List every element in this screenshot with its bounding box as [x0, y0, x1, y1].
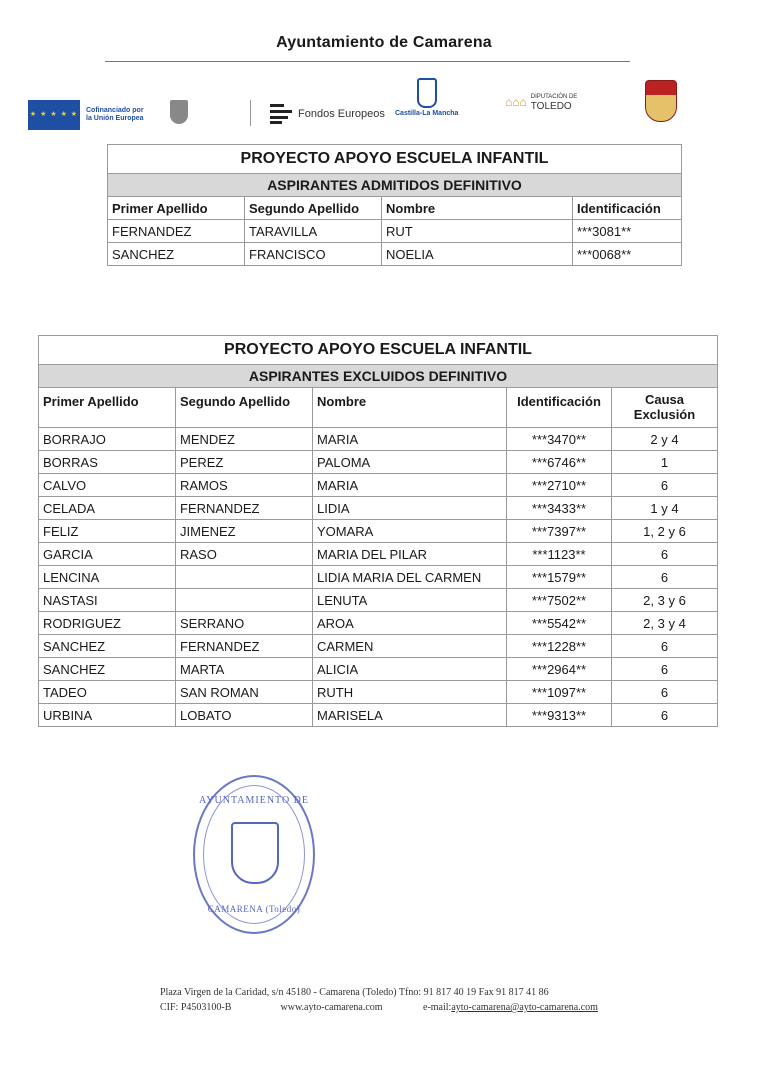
cell-causa-exclusion: 2, 3 y 6 [612, 589, 718, 612]
table-row [39, 681, 718, 704]
header-divider [105, 61, 630, 62]
cell-primer-apellido: GARCIA [39, 543, 176, 566]
table-row [39, 635, 718, 658]
eu-flag-icon: ★ ★ ★ ★ ★ [28, 100, 80, 130]
cell-segundo-apellido: TARAVILLA [245, 220, 382, 243]
table-row [39, 658, 718, 681]
eu-text-line-1: Cofinanciado por [86, 107, 144, 114]
eu-text-line-2: la Unión Europea [86, 115, 144, 122]
table-row [108, 243, 682, 266]
cell-nombre: LIDIA [313, 497, 507, 520]
toledo-label: TOLEDO [530, 101, 572, 112]
cell-segundo-apellido [176, 589, 313, 612]
fondos-europeos-logo [270, 104, 385, 124]
cell-identificacion: ***3433** [507, 497, 612, 520]
seal-top-text: AYUNTAMIENTO DE [198, 795, 310, 806]
table-row [39, 612, 718, 635]
cell-causa-exclusion: 2 y 4 [612, 428, 718, 451]
cell-causa-exclusion: 6 [612, 635, 718, 658]
cell-nombre: AROA [313, 612, 507, 635]
excluidos-subtitle: ASPIRANTES EXCLUIDOS DEFINITIVO [39, 365, 718, 388]
col-identificacion: Identificación [507, 388, 612, 428]
col-nombre: Nombre [313, 388, 507, 428]
cell-causa-exclusion: 1, 2 y 6 [612, 520, 718, 543]
cell-identificacion: ***0068** [573, 243, 682, 266]
cell-identificacion: ***9313** [507, 704, 612, 727]
cell-causa-exclusion: 6 [612, 566, 718, 589]
cell-identificacion: ***1123** [507, 543, 612, 566]
table-row [39, 428, 718, 451]
table-row [39, 451, 718, 474]
cell-identificacion: ***5542** [507, 612, 612, 635]
cell-identificacion: ***7397** [507, 520, 612, 543]
table-row [39, 704, 718, 727]
cell-segundo-apellido: FERNANDEZ [176, 497, 313, 520]
toledo-small-label: DIPUTACIÓN DE [530, 94, 578, 100]
cell-segundo-apellido: FRANCISCO [245, 243, 382, 266]
col-identificacion: Identificación [573, 197, 682, 220]
cell-identificacion: ***7502** [507, 589, 612, 612]
admitidos-subtitle: ASPIRANTES ADMITIDOS DEFINITIVO [108, 174, 682, 197]
cell-nombre: MARIA [313, 428, 507, 451]
clm-badge-icon [417, 78, 437, 108]
footer-address: Plaza Virgen de la Caridad, s/n 45180 - Camarena (Toledo) Tfno: 91 817 40 19 Fax 91 817 41 86 [160, 987, 549, 998]
cell-nombre: PALOMA [313, 451, 507, 474]
cell-primer-apellido: SANCHEZ [39, 658, 176, 681]
cell-causa-exclusion: 6 [612, 543, 718, 566]
cell-primer-apellido: FELIZ [39, 520, 176, 543]
col-primer-apellido: Primer Apellido [39, 388, 176, 428]
table-row [108, 220, 682, 243]
eu-cofinanced-logo [28, 100, 144, 130]
cell-causa-exclusion: 6 [612, 704, 718, 727]
col-primer-apellido: Primer Apellido [108, 197, 245, 220]
col-causa-exclusion: Causa Exclusión [612, 388, 718, 428]
col-segundo-apellido: Segundo Apellido [176, 388, 313, 428]
footer-cif: CIF: P4503100-B [160, 1002, 232, 1013]
cell-causa-exclusion: 6 [612, 658, 718, 681]
table-row [39, 520, 718, 543]
cell-nombre: MARIA [313, 474, 507, 497]
ministry-logo [170, 100, 193, 124]
cell-segundo-apellido: RAMOS [176, 474, 313, 497]
cell-causa-exclusion: 6 [612, 681, 718, 704]
document-header-title: Ayuntamiento de Camarena [276, 34, 492, 51]
camarena-crest-icon [645, 80, 677, 122]
cell-nombre: ALICIA [313, 658, 507, 681]
cell-segundo-apellido: JIMENEZ [176, 520, 313, 543]
excluidos-title: PROYECTO APOYO ESCUELA INFANTIL [39, 336, 718, 365]
cell-nombre: YOMARA [313, 520, 507, 543]
fondos-europeos-label: Fondos Europeos [298, 108, 385, 120]
cell-nombre: RUT [382, 220, 573, 243]
cell-primer-apellido: BORRAJO [39, 428, 176, 451]
table-row [39, 589, 718, 612]
table-row [39, 543, 718, 566]
admitidos-header-row [108, 197, 682, 220]
cell-identificacion: ***1097** [507, 681, 612, 704]
cell-segundo-apellido: RASO [176, 543, 313, 566]
cell-primer-apellido: CELADA [39, 497, 176, 520]
cell-segundo-apellido: LOBATO [176, 704, 313, 727]
municipal-seal [193, 775, 315, 934]
footer-email-label: e-mail: [423, 1002, 452, 1013]
seal-crest-icon [231, 822, 279, 884]
excluidos-body [39, 428, 718, 727]
cell-identificacion: ***1228** [507, 635, 612, 658]
cell-segundo-apellido [176, 566, 313, 589]
cell-nombre: RUTH [313, 681, 507, 704]
excluidos-table [38, 335, 718, 727]
cell-causa-exclusion: 1 [612, 451, 718, 474]
cell-nombre: LIDIA MARIA DEL CARMEN [313, 566, 507, 589]
cell-primer-apellido: URBINA [39, 704, 176, 727]
cell-nombre: MARIA DEL PILAR [313, 543, 507, 566]
diputacion-toledo-logo [505, 92, 577, 112]
cell-primer-apellido: LENCINA [39, 566, 176, 589]
cell-nombre: MARISELA [313, 704, 507, 727]
cell-primer-apellido: SANCHEZ [108, 243, 245, 266]
cell-primer-apellido: BORRAS [39, 451, 176, 474]
table-row [39, 474, 718, 497]
cell-segundo-apellido: MARTA [176, 658, 313, 681]
fondos-mark-icon [270, 104, 292, 124]
cell-primer-apellido: CALVO [39, 474, 176, 497]
spain-shield-icon [170, 100, 188, 124]
cell-causa-exclusion: 1 y 4 [612, 497, 718, 520]
cell-identificacion: ***6746** [507, 451, 612, 474]
toledo-skyline-icon: ⌂⌂⌂ [505, 95, 527, 109]
cell-segundo-apellido: SAN ROMAN [176, 681, 313, 704]
castilla-la-mancha-logo [395, 78, 458, 117]
cell-identificacion: ***3470** [507, 428, 612, 451]
cell-segundo-apellido: SERRANO [176, 612, 313, 635]
footer-web[interactable]: www.ayto-camarena.com [280, 1002, 383, 1013]
cell-identificacion: ***2964** [507, 658, 612, 681]
table-row [39, 566, 718, 589]
cell-segundo-apellido: MENDEZ [176, 428, 313, 451]
cell-identificacion: ***2710** [507, 474, 612, 497]
col-segundo-apellido: Segundo Apellido [245, 197, 382, 220]
admitidos-title: PROYECTO APOYO ESCUELA INFANTIL [108, 145, 682, 174]
cell-segundo-apellido: PEREZ [176, 451, 313, 474]
cell-nombre: LENUTA [313, 589, 507, 612]
cell-primer-apellido: TADEO [39, 681, 176, 704]
cell-primer-apellido: RODRIGUEZ [39, 612, 176, 635]
logo-divider [250, 100, 251, 126]
cell-primer-apellido: SANCHEZ [39, 635, 176, 658]
cell-identificacion: ***3081** [573, 220, 682, 243]
admitidos-table [107, 144, 682, 266]
cell-primer-apellido: FERNANDEZ [108, 220, 245, 243]
footer-email[interactable]: ayto-camarena@ayto-camarena.com [451, 1002, 598, 1013]
seal-bottom-text: CAMARENA (Toledo) [207, 904, 301, 914]
clm-label: Castilla-La Mancha [395, 110, 459, 117]
cell-nombre: NOELIA [382, 243, 573, 266]
cell-identificacion: ***1579** [507, 566, 612, 589]
cell-segundo-apellido: FERNANDEZ [176, 635, 313, 658]
cell-nombre: CARMEN [313, 635, 507, 658]
excluidos-header-row [39, 388, 718, 428]
table-row [39, 497, 718, 520]
cell-primer-apellido: NASTASI [39, 589, 176, 612]
col-nombre: Nombre [382, 197, 573, 220]
cell-causa-exclusion: 6 [612, 474, 718, 497]
document-footer [160, 985, 598, 1015]
cell-causa-exclusion: 2, 3 y 4 [612, 612, 718, 635]
